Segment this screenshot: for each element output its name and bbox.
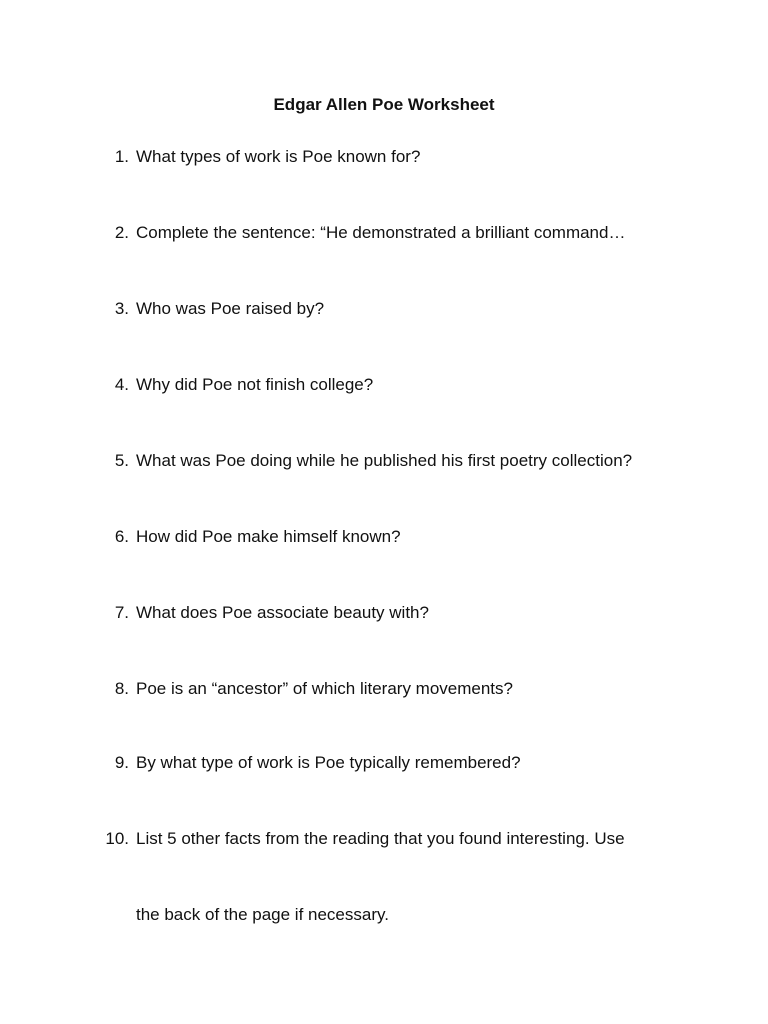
question-number: 3.	[114, 299, 129, 318]
question-text: List 5 other facts from the reading that you found interesting. Use	[136, 829, 625, 848]
question-text: What does Poe associate beauty with?	[136, 603, 429, 622]
question-text: Poe is an “ancestor” of which literary movements?	[136, 679, 513, 698]
question-text: What types of work is Poe known for?	[136, 147, 421, 166]
question-number: 8.	[114, 679, 129, 698]
question-number: 2.	[114, 223, 129, 242]
question-number: 9.	[114, 753, 129, 772]
question-number: 7.	[114, 603, 129, 622]
question-number: 4.	[114, 375, 129, 394]
question-text: Complete the sentence: “He demonstrated a brilliant command…	[136, 223, 626, 242]
question-text: By what type of work is Poe typically remembered?	[136, 753, 521, 772]
question-number: 1.	[114, 147, 129, 166]
question-text: Who was Poe raised by?	[136, 299, 325, 318]
worksheet-title: Edgar Allen Poe Worksheet	[273, 95, 495, 114]
question-text: Why did Poe not finish college?	[136, 375, 374, 394]
question-text-continued: the back of the page if necessary.	[136, 905, 389, 924]
question-number: 6.	[114, 527, 129, 546]
question-number: 5.	[114, 451, 129, 470]
question-text: How did Poe make himself known?	[136, 527, 401, 546]
question-text: What was Poe doing while he published his first poetry collection?	[136, 451, 633, 470]
question-number: 10.	[105, 829, 129, 848]
